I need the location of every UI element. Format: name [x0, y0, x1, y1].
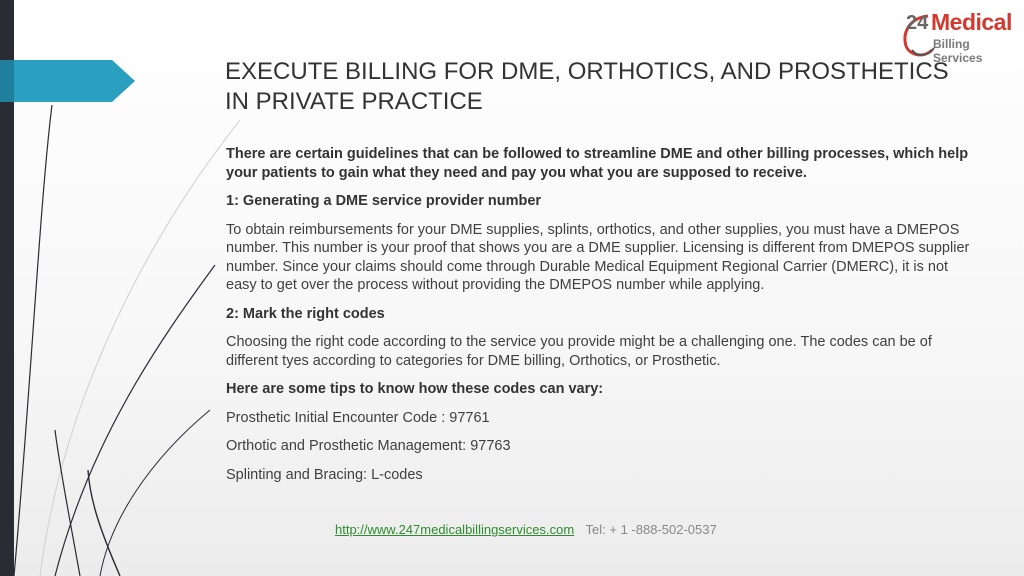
main-content: [226, 145, 971, 494]
accent-arrow-tab: [0, 60, 135, 102]
tip-item-1: Prosthetic Initial Encounter Code : 97761: [226, 409, 490, 426]
intro-text: There are certain guidelines that can be followed to streamline DME and other billing processes, which help your patients to gain what they need and pay you what you are supposed to receive.: [226, 146, 969, 181]
tip-item-3: Splinting and Bracing: L-codes: [226, 466, 423, 483]
section-paragraph-2: Choosing the right code according to the service you provide might be a challenging one. The codes can be of different tyes according to categories for DME billing, Orthotics, or Prosthetic.: [226, 334, 932, 369]
tip-item-2: Orthotic and Prosthetic Management: 97763: [226, 438, 511, 454]
logo-subtitle: Billing Services: [933, 37, 983, 65]
tips-heading: Here are some tips to know how these codes can vary:: [226, 381, 604, 397]
footer: [335, 522, 717, 537]
website-link[interactable]: http://www.247medicalbillingservices.com: [335, 522, 575, 537]
phone-number: Tel: + 1 -888-502-0537: [585, 522, 717, 537]
page-title: EXECUTE BILLING FOR DME, ORTHOTICS, AND PROSTHETICS IN PRIVATE PRACTICE: [225, 58, 949, 115]
section-paragraph-1: To obtain reimbursements for your DME supplies, splints, orthotics, and other supplies, you must have a DMEPOS number. This number is your proof that shows you are a DME supplier. Licensing is different from DMEPOS supplier number. Since your claims should come through Durable Medical Equipment Regional Carrier (DMERC), it is not easy to get over the process without providing the DMEPOS number while applying.: [226, 221, 970, 293]
section-heading-1: 1: Generating a DME service provider number: [226, 193, 542, 209]
company-logo: [898, 6, 1020, 65]
logo-number: 24: [906, 12, 929, 34]
logo-name: Medical: [931, 9, 1012, 35]
section-heading-2: 2: Mark the right codes: [226, 305, 385, 322]
accent-arrow-shade: [0, 60, 14, 102]
